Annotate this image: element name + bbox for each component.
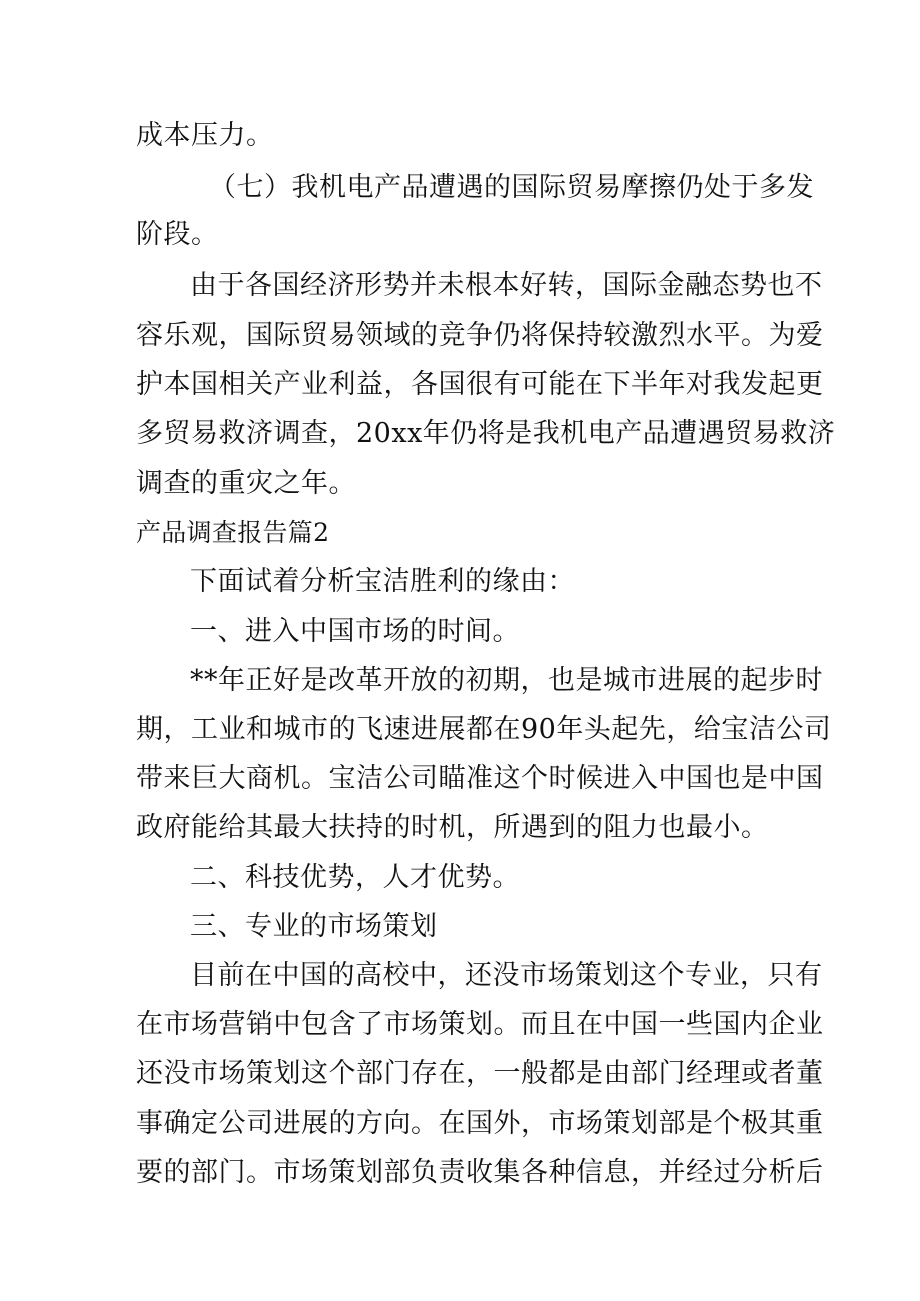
report-title: 产品调查报告篇2 [136, 518, 330, 547]
paragraph-line: 调查的重灾之年。 [136, 468, 356, 499]
paragraph-line: 政府能给其最大扶持的时机，所遇到的阻力也最小。 [136, 812, 769, 843]
list-item: 二、科技优势，人才优势。 [190, 862, 520, 893]
paragraph-line: 事确定公司进展的方向。在国外，市场策划部是个极其重 [136, 1108, 824, 1139]
list-item: 一、进入中国市场的时间。 [190, 616, 520, 647]
paragraph-line: 下面试着分析宝洁胜利的缘由： [190, 566, 575, 597]
paragraph-line: 期，工业和城市的飞速进展都在90年头起先，给宝洁公司 [136, 714, 832, 745]
paragraph-line: 要的部门。市场策划部负责收集各种信息，并经过分析后 [136, 1157, 824, 1188]
paragraph-line: 容乐观，国际贸易领域的竞争仍将保持较激烈水平。为爱 [136, 320, 824, 351]
paragraph-line: 由于各国经济形势并未根本好转，国际金融态势也不 [190, 270, 823, 301]
paragraph-line: 还没市场策划这个部门存在，一般都是由部门经理或者董 [136, 1058, 824, 1089]
text-line: 阶段。 [136, 219, 219, 250]
paragraph-line: **年正好是改革开放的初期，也是城市进展的起步时 [190, 665, 823, 696]
paragraph-line: 目前在中国的高校中，还没市场策划这个专业，只有 [190, 960, 823, 991]
paragraph-line: 多贸易救济调查，20xx年仍将是我机电产品遭遇贸易救济 [136, 418, 836, 449]
paragraph-line: 在市场营销中包含了市场策划。而且在中国一些国内企业 [136, 1009, 824, 1040]
list-item: 三、专业的市场策划 [190, 911, 438, 942]
section-heading: （七）我机电产品遭遇的国际贸易摩擦仍处于多发 [209, 172, 814, 203]
text-line: 成本压力。 [136, 120, 274, 151]
paragraph-line: 带来巨大商机。宝洁公司瞄准这个时候进入中国也是中国 [136, 763, 824, 794]
paragraph-line: 护本国相关产业利益，各国很有可能在下半年对我发起更 [136, 369, 824, 400]
